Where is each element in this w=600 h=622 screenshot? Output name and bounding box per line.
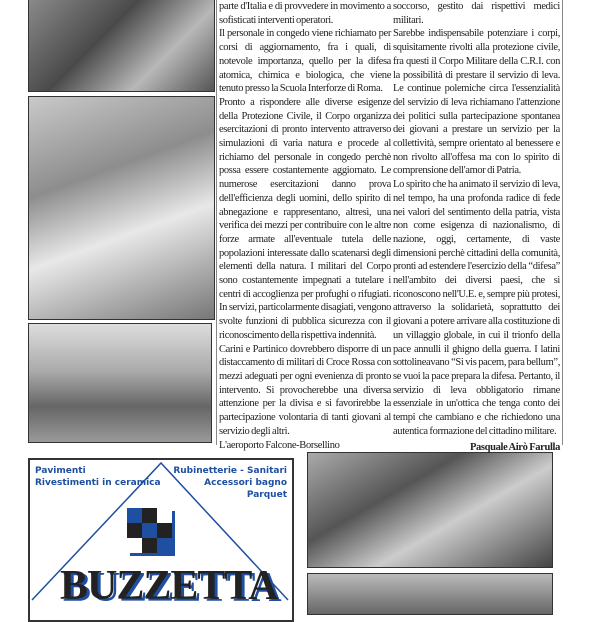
column-divider (562, 0, 563, 445)
ad-line: Pavimenti (35, 466, 86, 476)
ad-line: Rivestimenti in ceramica (35, 478, 161, 488)
checker-logo-icon (127, 508, 172, 553)
ad-line: Accessori bagno (204, 478, 287, 488)
ad-line: Rubinetterie - Sanitari (173, 466, 287, 476)
ad-left-text (35, 465, 161, 489)
paragraph: Sarebbe indispensabile potenziare i corpi, squisitamente rivolti alla protezione civile, fra questi il Corpo Militare della C.R.I. con la possibilità di prestare il servizio di leva. Le continue polemiche circa l'essenzialità del servizio di leva richiamano l'attenzione dei politici sulla partecipazione spontanea dei giovani a prestare un servizio per la collettività, sempre orientato al benessere e non rivolto all'offesa ma con lo spirito di comprensione dell'amor di Patria. (393, 28, 560, 177)
paragraph: Lo spirito che ha animato il servizio di leva, nel tempo, ha una profonda radice di fede nei valori del sentimento della patria, vista non come esigenza di nazionalismo, di nazione, oggi, certamente, di vaste dimensioni perchè cittadini della comunità, pronti ad estendere l'esercizio della “difesa” nell'ambito dei diversi paesi, che si riconoscono nell'U.E. e, sempre più protesi, attraverso la solidarietà, soprattutto dei giovani a potere arrivare alla costituzione di un villaggio globale, in cui il trionfo della pace annulli il ghigno della guerra. I latini sottolineavano “Si vis pacem, para bellum”, se vuoi la pace prepara la difesa. Pertanto, il servizio di leva obbligatorio rimane essenziale in un'ottica che tenga conto dei tempi che cambiano e che richiedono una autentica formazione del cittadino militare. (393, 179, 560, 437)
paragraph: Il personale in congedo viene richiamato per corsi di aggiornamento, fra i quali, di notevole importanza, quello per la difesa atomica, chimica e biologica, che viene tenuto presso la Scuola Interforze di Roma. (219, 28, 391, 95)
brand-name: BUZZETTA (60, 563, 278, 609)
ad-line: Parquet (246, 490, 287, 500)
photo-rescue-team (28, 0, 215, 92)
paragraph: L'aeroporto Falcone-Borsellino (219, 439, 340, 451)
article-middle-column (219, 0, 391, 452)
paragraph: soccorso, gestito dai rispettivi medici militari. (393, 1, 560, 26)
photo-tanker-vehicle (307, 573, 553, 615)
author-signature: Pasquale Airò Farulla (469, 441, 560, 453)
paragraph: parte d'Italia e di provvedere in movimento a sofisticati interventi operatori. (219, 1, 391, 26)
column-divider (216, 0, 217, 445)
paragraph: Pronto a rispondere alle diverse esigenze della Protezione Civile, il Corpo organizza esercitazioni di pronto intervento attraverso simulazioni di varia natura e procede al richiamo del personale in congedo perchè possa essere costantemente aggiornato. Le numerose esercitazioni danno prova dell'efficienza degli uomini, dello spirito di abnegazione e rappresentano, altresì, una verifica dei mezzi per contribuire con le altre forze armate all'eventuale tutela delle popolazioni interessate dallo scatenarsi degli elementi della natura. I militari del Corpo sono costantemente impegnati a tutelare i centri di accoglienza per profughi o rifugiati. In servizi, particolarmente disagiati, vengono svolte funzioni di pubblica sicurezza con il riconoscimento della rispettiva indennità. (219, 96, 391, 341)
ad-right-text (173, 465, 287, 501)
article-right-column (393, 0, 560, 454)
photo-field-aid (28, 323, 212, 443)
paragraph: Carini e Partinico dovrebbero disporre di un distaccamento di militari di Croce Rossa con mezzi adeguati per ogni evenienza di pronto intervento. Si provocherebbe una diversa attenzione per la divisa e si favorirebbe la partecipazione volontaria di tanti giovani al servizio degli altri. (219, 343, 391, 437)
buzzetta-advertisement (28, 458, 294, 622)
photo-red-cross-nurses (28, 96, 215, 320)
photo-relief-supplies (307, 452, 553, 568)
